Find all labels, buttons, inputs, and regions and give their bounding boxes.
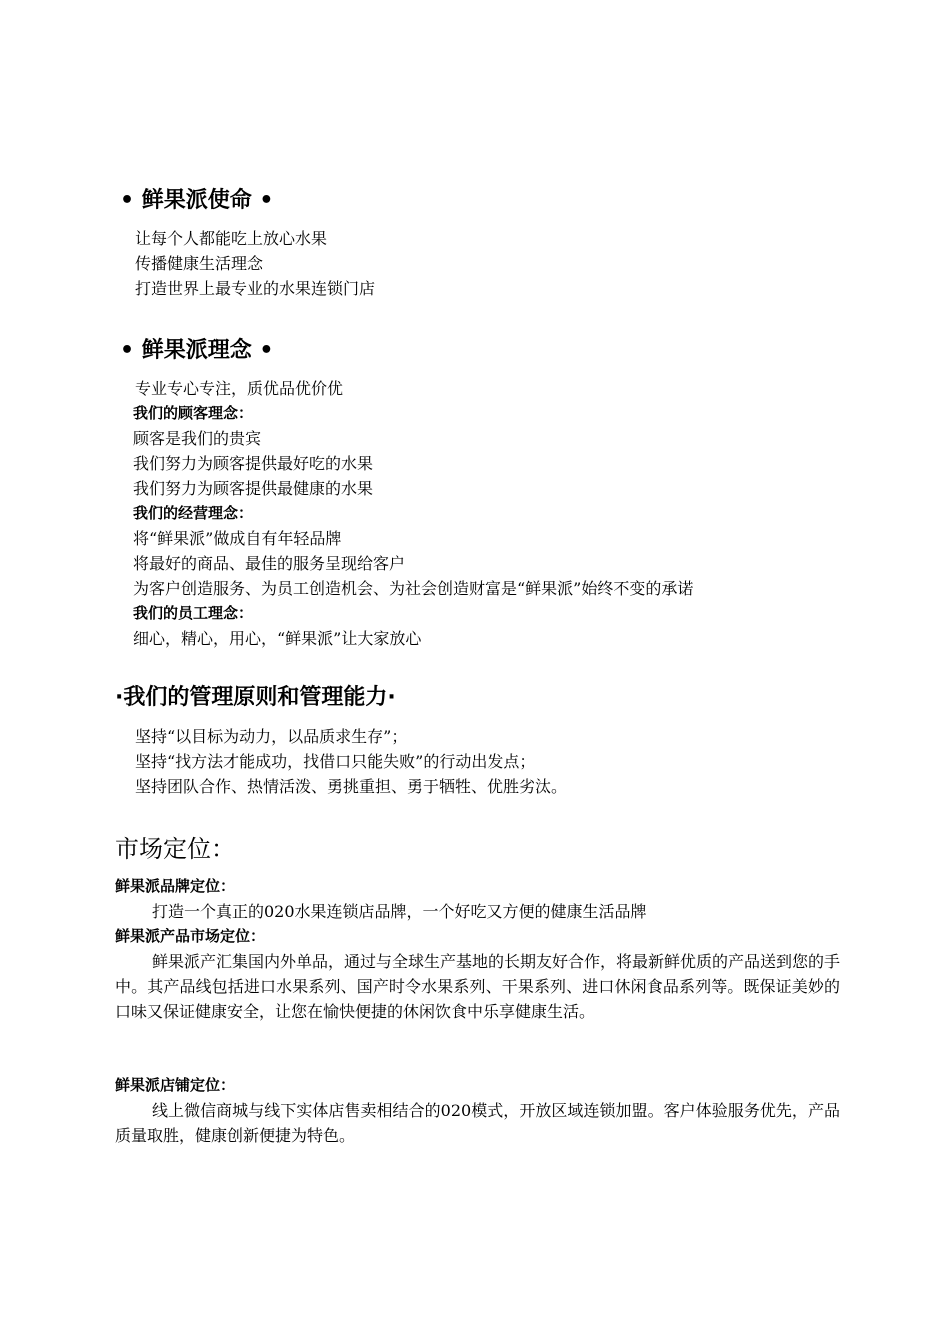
business-line-2: 将最好的商品、最佳的服务呈现给客户 xyxy=(133,554,406,573)
product-heading: 鲜果派产品市场定位： xyxy=(115,927,266,945)
management-line-2: 坚持“找方法才能成功，找借口只能失败”的行动出发点； xyxy=(135,752,536,771)
mission-line-1: 让每个人都能吃上放心水果 xyxy=(135,229,328,248)
mission-line-3: 打造世界上最专业的水果连锁门店 xyxy=(135,279,376,298)
customer-heading: 我们的顾客理念： xyxy=(133,404,254,422)
management-line-3: 坚持团队合作、热情活泼、勇挑重担、勇于牺牲、优胜劣汰。 xyxy=(135,777,568,796)
philosophy-line: 专业专心专注，质优品优价优 xyxy=(135,379,344,398)
management-title: ·我们的管理原则和管理能力· xyxy=(115,685,396,710)
business-line-3: 为客户创造服务、为员工创造机会、为社会创造财富是“鲜果派”始终不变的承诺 xyxy=(133,579,694,598)
market-title: 市场定位： xyxy=(115,835,235,863)
staff-line: 细心，精心，用心，“鲜果派”让大家放心 xyxy=(133,629,422,648)
brand-heading: 鲜果派品牌定位： xyxy=(115,877,236,895)
customer-line-3: 我们努力为顾客提供最健康的水果 xyxy=(133,479,374,498)
product-text: 鲜果派产汇集国内外单品，通过与全球生产基地的长期友好合作，将最新鲜优质的产品送到您的手中。其产品线包括进口水果系列、国产时令水果系列、干果系列、进口休闲食品系列等。既保证美妙的口味又保证健康安全，让您在愉快便捷的休闲饮食中乐享健康生活。 xyxy=(115,952,841,1021)
store-heading: 鲜果派店铺定位： xyxy=(115,1076,236,1094)
store-text: 线上微信商城与线下实体店售卖相结合的020模式，开放区域连锁加盟。客户体验服务优先，产品质量取胜，健康创新便捷为特色。 xyxy=(115,1101,840,1145)
staff-heading: 我们的员工理念： xyxy=(133,604,254,622)
mission-line-2: 传播健康生活理念 xyxy=(135,254,264,273)
brand-text: 打造一个真正的020水果连锁店品牌，一个好吃又方便的健康生活品牌 xyxy=(152,902,647,921)
philosophy-title: • 鲜果派理念 • xyxy=(120,338,274,363)
business-line-1: 将“鲜果派”做成自有年轻品牌 xyxy=(133,529,342,548)
mission-title: • 鲜果派使命 • xyxy=(120,188,274,213)
business-heading: 我们的经营理念： xyxy=(133,504,254,522)
customer-line-1: 顾客是我们的贵宾 xyxy=(133,429,262,448)
management-line-1: 坚持“以目标为动力，以品质求生存”； xyxy=(135,727,408,746)
customer-line-2: 我们努力为顾客提供最好吃的水果 xyxy=(133,454,374,473)
